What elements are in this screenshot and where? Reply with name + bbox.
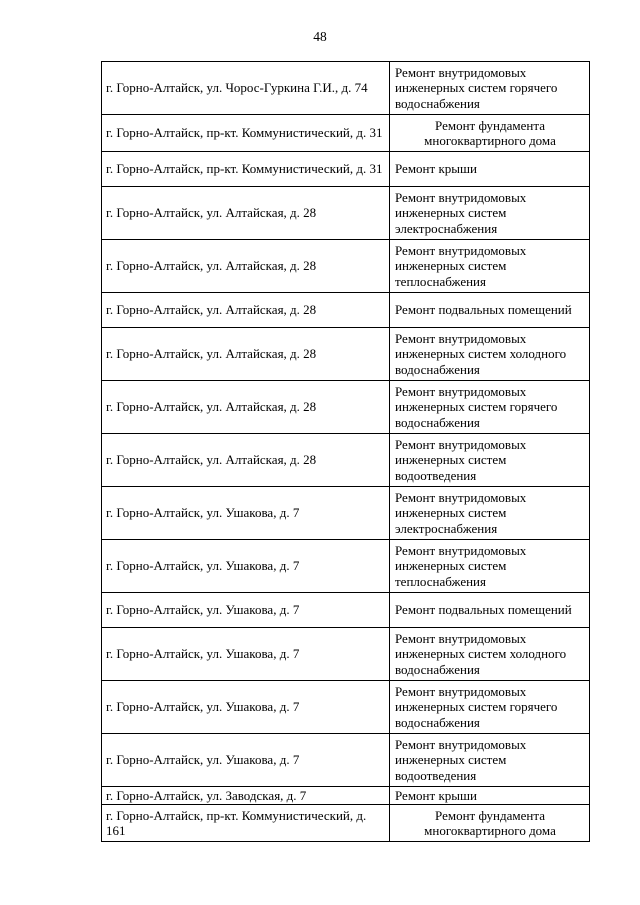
address-cell: г. Горно-Алтайск, пр-кт. Коммунистический, д. 31	[102, 115, 390, 152]
table-row	[102, 240, 590, 293]
address-cell: г. Горно-Алтайск, ул. Ушакова, д. 7	[102, 540, 390, 593]
table-row	[102, 805, 590, 842]
work-type-cell: Ремонт внутридомовых инженерных систем водоотведения	[390, 734, 590, 787]
work-type-cell: Ремонт внутридомовых инженерных систем холодного водоснабжения	[390, 628, 590, 681]
address-cell: г. Горно-Алтайск, пр-кт. Коммунистический, д. 31	[102, 152, 390, 187]
table-row	[102, 593, 590, 628]
address-cell: г. Горно-Алтайск, пр-кт. Коммунистический, д. 161	[102, 805, 390, 842]
address-cell: г. Горно-Алтайск, ул. Ушакова, д. 7	[102, 487, 390, 540]
table-row	[102, 681, 590, 734]
table-row	[102, 434, 590, 487]
address-cell: г. Горно-Алтайск, ул. Ушакова, д. 7	[102, 734, 390, 787]
table-row	[102, 787, 590, 805]
work-type-cell: Ремонт фундамента многоквартирного дома	[390, 805, 590, 842]
table-row	[102, 540, 590, 593]
table-row	[102, 628, 590, 681]
work-type-cell: Ремонт внутридомовых инженерных систем электроснабжения	[390, 487, 590, 540]
work-type-cell: Ремонт внутридомовых инженерных систем горячего водоснабжения	[390, 62, 590, 115]
address-cell: г. Горно-Алтайск, ул. Ушакова, д. 7	[102, 681, 390, 734]
work-type-cell: Ремонт внутридомовых инженерных систем горячего водоснабжения	[390, 681, 590, 734]
work-type-cell: Ремонт подвальных помещений	[390, 293, 590, 328]
work-type-cell: Ремонт внутридомовых инженерных систем горячего водоснабжения	[390, 381, 590, 434]
work-type-cell: Ремонт внутридомовых инженерных систем электроснабжения	[390, 187, 590, 240]
repair-table	[101, 61, 590, 842]
repair-table-body	[102, 62, 590, 842]
work-type-cell: Ремонт крыши	[390, 787, 590, 805]
address-cell: г. Горно-Алтайск, ул. Алтайская, д. 28	[102, 381, 390, 434]
page-number: 48	[313, 29, 327, 44]
table-row	[102, 328, 590, 381]
address-cell: г. Горно-Алтайск, ул. Ушакова, д. 7	[102, 593, 390, 628]
address-cell: г. Горно-Алтайск, ул. Заводская, д. 7	[102, 787, 390, 805]
table-row	[102, 152, 590, 187]
address-cell: г. Горно-Алтайск, ул. Алтайская, д. 28	[102, 240, 390, 293]
address-cell: г. Горно-Алтайск, ул. Алтайская, д. 28	[102, 328, 390, 381]
work-type-cell: Ремонт внутридомовых инженерных систем теплоснабжения	[390, 540, 590, 593]
address-cell: г. Горно-Алтайск, ул. Алтайская, д. 28	[102, 434, 390, 487]
table-row	[102, 293, 590, 328]
table-row	[102, 734, 590, 787]
work-type-cell: Ремонт крыши	[390, 152, 590, 187]
table-row	[102, 62, 590, 115]
work-type-cell: Ремонт внутридомовых инженерных систем теплоснабжения	[390, 240, 590, 293]
work-type-cell: Ремонт фундамента многоквартирного дома	[390, 115, 590, 152]
address-cell: г. Горно-Алтайск, ул. Алтайская, д. 28	[102, 187, 390, 240]
work-type-cell: Ремонт подвальных помещений	[390, 593, 590, 628]
table-row	[102, 115, 590, 152]
address-cell: г. Горно-Алтайск, ул. Алтайская, д. 28	[102, 293, 390, 328]
work-type-cell: Ремонт внутридомовых инженерных систем холодного водоснабжения	[390, 328, 590, 381]
table-row	[102, 187, 590, 240]
work-type-cell: Ремонт внутридомовых инженерных систем водоотведения	[390, 434, 590, 487]
address-cell: г. Горно-Алтайск, ул. Чорос-Гуркина Г.И., д. 74	[102, 62, 390, 115]
table-row	[102, 381, 590, 434]
address-cell: г. Горно-Алтайск, ул. Ушакова, д. 7	[102, 628, 390, 681]
table-row	[102, 487, 590, 540]
